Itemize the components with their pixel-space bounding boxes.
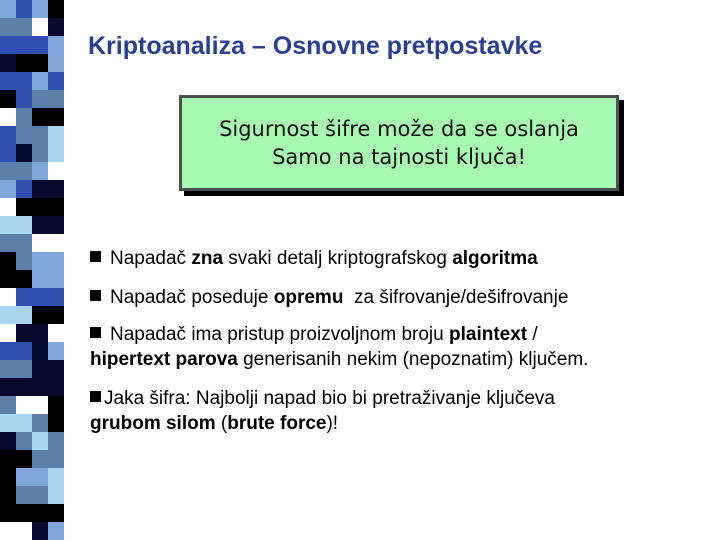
stripe-tile [48, 36, 64, 54]
bullet-item [90, 246, 700, 271]
stripe-tile [0, 108, 16, 126]
stripe-tile [48, 414, 64, 432]
stripe-tile [0, 126, 16, 144]
stripe-tile [16, 468, 48, 486]
stripe-tile [48, 288, 64, 306]
stripe-tile [32, 216, 64, 234]
stripe-tile [48, 54, 64, 72]
bullet-text: Napadač poseduje [110, 287, 274, 308]
decorative-stripe [0, 0, 64, 540]
stripe-tile [0, 504, 32, 522]
stripe-tile [48, 396, 64, 414]
stripe-tile [48, 486, 64, 504]
stripe-tile [48, 378, 64, 396]
bullet-text: svaki detalj kriptografskog [223, 248, 453, 269]
stripe-tile [0, 522, 32, 540]
stripe-tile [32, 162, 48, 180]
bullet-bold-text: hipertext parova [90, 349, 238, 370]
bullet-bold-text: algoritma [452, 248, 538, 269]
stripe-tile [48, 162, 64, 180]
bullet-bold-text: grubom silom [90, 413, 216, 434]
stripe-tile [0, 18, 32, 36]
bullet-text: )! [326, 413, 339, 434]
stripe-tile [0, 324, 16, 342]
stripe-tile [0, 90, 16, 108]
square-bullet-icon [90, 327, 101, 338]
stripe-tile [16, 198, 48, 216]
slide-title: Kriptoanaliza – Osnovne pretpostavke [88, 32, 543, 60]
stripe-tile [32, 270, 64, 288]
square-bullet-icon [90, 391, 101, 402]
stripe-tile [32, 90, 64, 108]
stripe-tile [16, 432, 32, 450]
callout-line-1: Sigurnost šifre može da se oslanja [219, 117, 579, 141]
stripe-tile [48, 342, 64, 360]
square-bullet-icon [90, 290, 101, 301]
stripe-tile [16, 486, 48, 504]
stripe-tile [0, 198, 16, 216]
stripe-tile [16, 54, 48, 72]
stripe-tile [32, 252, 64, 270]
bullet-text: Napadač [110, 248, 192, 269]
stripe-tile [32, 72, 48, 90]
stripe-tile [48, 468, 64, 486]
stripe-tile [0, 360, 16, 378]
stripe-tile [16, 324, 32, 342]
stripe-tile [48, 0, 64, 18]
stripe-tile [32, 414, 48, 432]
bullet-bold-text: opremu [273, 287, 344, 308]
bullet-list [90, 246, 700, 436]
stripe-tile [16, 360, 32, 378]
stripe-tile [0, 162, 32, 180]
stripe-tile [32, 108, 48, 126]
stripe-tile [16, 36, 48, 54]
stripe-tile [0, 0, 16, 18]
stripe-tile [32, 306, 64, 324]
stripe-tile [0, 432, 16, 450]
stripe-tile [0, 36, 16, 54]
stripe-tile [48, 198, 64, 216]
stripe-tile [16, 270, 32, 288]
stripe-tile [0, 288, 16, 306]
stripe-tile [48, 18, 64, 36]
stripe-tile [32, 522, 48, 540]
stripe-tile [0, 144, 16, 162]
callout-box [179, 95, 619, 191]
stripe-tile [48, 144, 64, 162]
bullet-item [90, 322, 700, 372]
bullet-text: Napadač ima pristup proizvoljnom broju [110, 324, 449, 345]
stripe-tile [0, 234, 16, 252]
stripe-tile [16, 108, 32, 126]
bullet-text: / [527, 324, 543, 345]
stripe-tile [48, 108, 64, 126]
stripe-tile [32, 450, 64, 468]
bullet-item [90, 386, 700, 436]
stripe-tile [32, 504, 64, 522]
stripe-tile [48, 522, 64, 540]
stripe-tile [32, 18, 48, 36]
stripe-tile [0, 72, 32, 90]
stripe-tile [48, 324, 64, 342]
stripe-tile [0, 468, 16, 486]
stripe-tile [0, 54, 16, 72]
stripe-tile [0, 414, 32, 432]
callout-line-2: Samo na tajnosti ključa! [272, 145, 526, 169]
stripe-tile [0, 252, 16, 270]
stripe-tile [0, 216, 32, 234]
stripe-tile [48, 432, 64, 450]
stripe-tile [16, 288, 48, 306]
stripe-tile [0, 450, 32, 468]
stripe-tile [0, 486, 16, 504]
stripe-tile [32, 180, 64, 198]
bullet-bold-text: plaintext [449, 324, 528, 345]
stripe-tile [32, 234, 64, 252]
bullet-text: ( [215, 413, 228, 434]
bullet-text: Jaka šifra: Najbolji napad bio bi pretraživanje ključeva [104, 388, 555, 409]
stripe-tile [0, 306, 32, 324]
stripe-tile [0, 180, 16, 198]
bullet-bold-text: brute force [227, 413, 327, 434]
stripe-tile [0, 396, 16, 414]
stripe-tile [48, 126, 64, 144]
stripe-tile [0, 342, 32, 360]
stripe-tile [32, 324, 48, 342]
stripe-tile [16, 0, 32, 18]
stripe-tile [16, 378, 48, 396]
stripe-tile [0, 270, 16, 288]
stripe-tile [16, 234, 32, 252]
stripe-tile [0, 378, 16, 396]
stripe-tile [16, 396, 32, 414]
stripe-tile [16, 126, 48, 144]
bullet-text: za šifrovanje/dešifrovanje [343, 287, 569, 308]
stripe-tile [32, 0, 48, 18]
stripe-tile [32, 360, 64, 378]
stripe-tile [16, 144, 32, 162]
bullet-text: generisanih nekim (nepoznatim) ključem. [237, 349, 589, 370]
bullet-bold-text: zna [191, 248, 224, 269]
bullet-item [90, 285, 700, 310]
stripe-tile [32, 432, 48, 450]
stripe-tile [32, 342, 48, 360]
stripe-tile [16, 180, 32, 198]
square-bullet-icon [90, 251, 101, 262]
stripe-tile [16, 90, 32, 108]
stripe-tile [32, 396, 48, 414]
stripe-tile [16, 252, 32, 270]
stripe-tile [48, 72, 64, 90]
stripe-tile [32, 144, 48, 162]
